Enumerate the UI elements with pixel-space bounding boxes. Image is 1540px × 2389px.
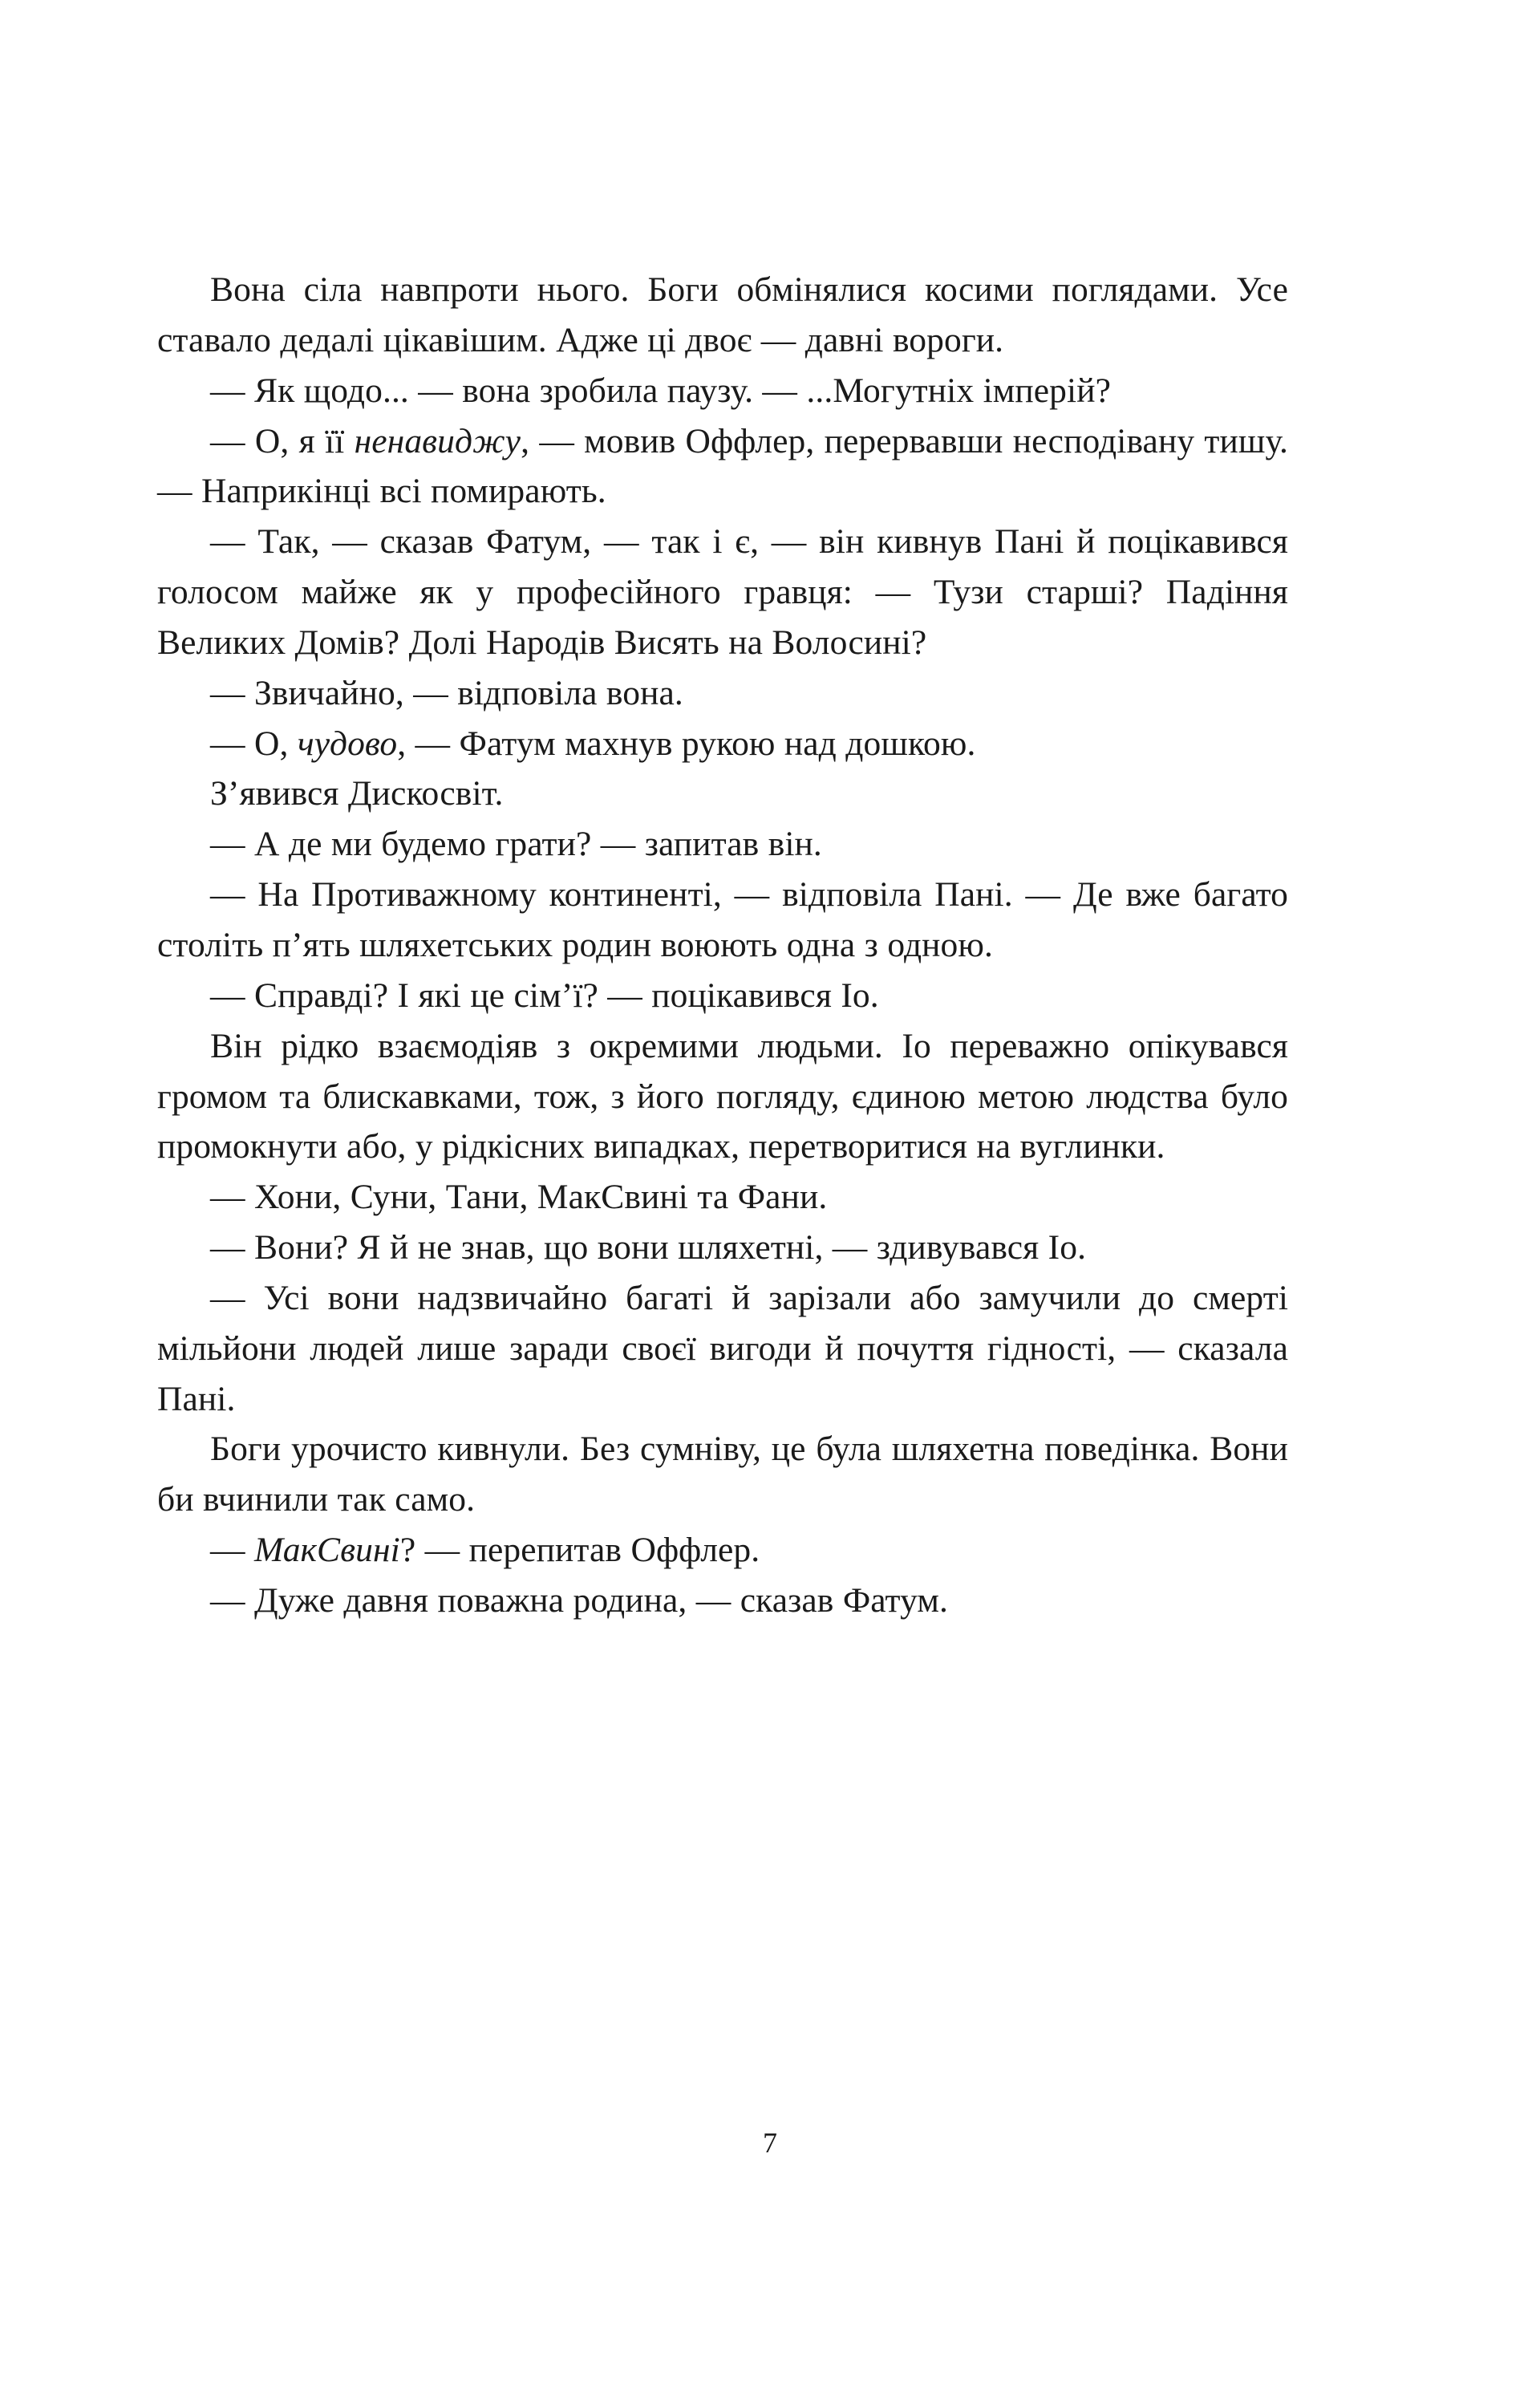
paragraph: — Дуже давня поважна родина, — сказав Фатум.	[210, 1580, 948, 1620]
paragraph: — Усі вони надзвичайно багаті й зарізали або замучили до смерті мільйони людей лише заради своєї вигоди й почуття гідності, — сказала Пані.	[157, 1278, 1288, 1418]
paragraph: — Як щодо... — вона зробила паузу. — ...Могутніх імперій?	[210, 371, 1111, 410]
paragraph-text-after: , — Фатум махнув рукою над дошкою.	[397, 724, 976, 763]
paragraph-italic-phrase: чудово	[297, 724, 398, 763]
paragraph-text-before: — О,	[210, 724, 298, 763]
paragraph-italic-phrase: МакСвині	[253, 1531, 400, 1570]
page-number: 7	[763, 2127, 777, 2159]
paragraph	[157, 416, 1288, 517]
paragraph-text-before: — О, я її	[210, 421, 355, 460]
paragraph-text-before: —	[210, 1531, 254, 1570]
paragraph-italic-phrase: ненавиджу	[354, 421, 521, 460]
paragraph-text-after: , — мовив Оффлер, перервавши несподівану тишу. — Наприкінці всі помирають.	[157, 421, 1288, 511]
paragraph: — Звичайно, — відповіла вона.	[210, 673, 683, 712]
paragraph: Він рідко взаємодіяв з окремими людьми. Іо переважно опікувався громом та блискавками, тож, з його погляду, єдиною метою людства було промокнути або, у рідкісних випадках, перетворитися на вуглинки.	[157, 1026, 1288, 1166]
paragraph: — Вони? Я й не знав, що вони шляхетні, — здивувався Іо.	[210, 1228, 1087, 1268]
paragraph: — Хони, Суни, Тани, МакСвині та Фани.	[210, 1178, 828, 1217]
paragraph: Боги урочисто кивнули. Без сумніву, це була шляхетна поведінка. Вони би вчинили так само.	[157, 1430, 1288, 1519]
paragraph: — Справді? І які це сім’ї? — поцікавився Іо.	[210, 975, 879, 1015]
paragraph	[157, 719, 1288, 769]
paragraph: — А де ми будемо грати? — запитав він.	[210, 825, 822, 864]
body-text-column	[157, 265, 1288, 1626]
paragraph	[157, 1525, 1288, 1576]
paragraph-text-after: ? — перепитав Оффлер.	[399, 1531, 760, 1570]
paragraph: З’явився Дискосвіт.	[210, 774, 504, 813]
paragraph: — Так, — сказав Фатум, — так і є, — він кивнув Пані й поцікавився голосом майже як у професійного гравця: — Тузи старші? Падіння Великих Домів? Долі Народів Висять на Волосині?	[157, 522, 1288, 662]
paragraph: — На Противажному континенті, — відповіла Пані. — Де вже багато століть п’ять шляхетських родин воюють одна з одною.	[157, 875, 1288, 964]
paragraph: Вона сіла навпроти нього. Боги обмінялися косими поглядами. Усе ставало дедалі цікавішим. Адже ці двоє — давні вороги.	[157, 270, 1288, 359]
